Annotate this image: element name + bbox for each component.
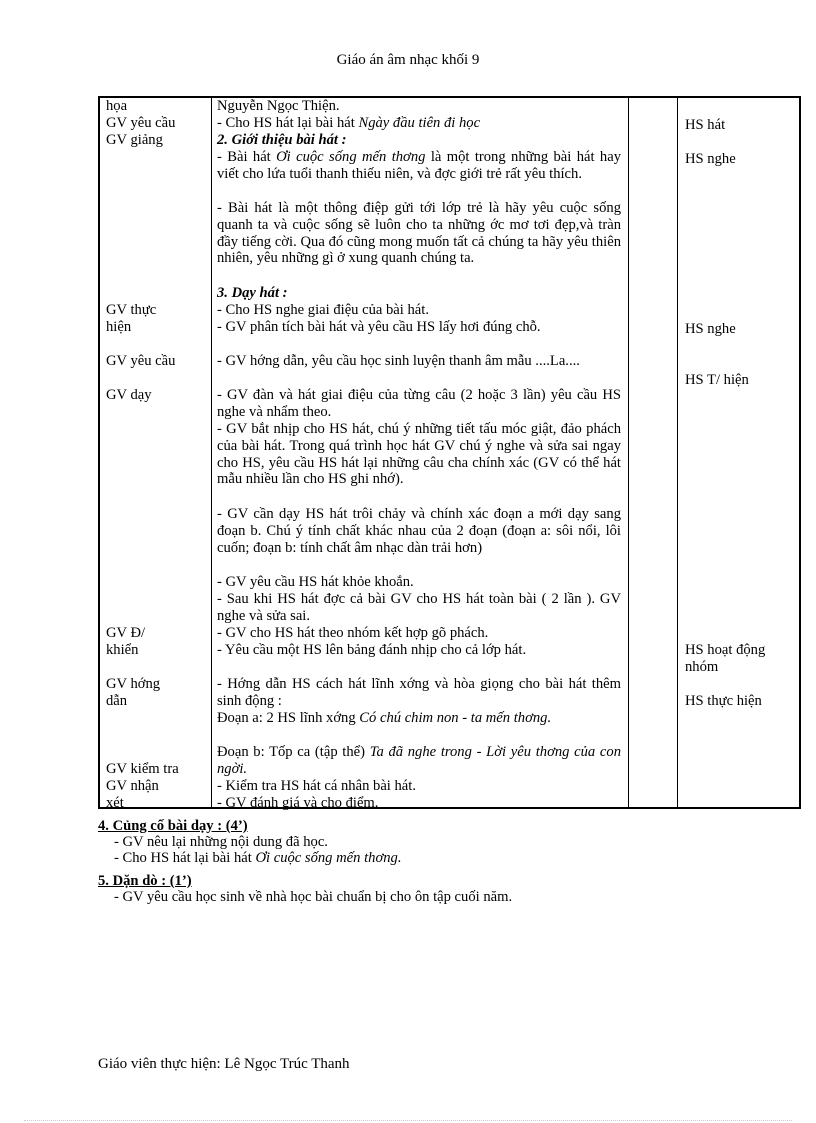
teacher-activity: GV giảng bbox=[106, 132, 163, 148]
song-lyric: Có chú chim non - ta mến thơng. bbox=[359, 710, 552, 726]
content-paragraph: - Kiểm tra HS hát cá nhân bài hát. bbox=[217, 778, 416, 794]
section-4-line: - GV nêu lại những nội dung đã học. bbox=[114, 834, 328, 850]
content-text: - Cho HS hát lại bài hát bbox=[114, 850, 256, 866]
content-paragraph: - Yêu cầu một HS lên bảng đánh nhịp cho cả lớp hát. bbox=[217, 642, 527, 658]
teacher-activity: khiển bbox=[106, 642, 139, 658]
content-paragraph bbox=[217, 710, 621, 727]
song-lyric: Ta đã nghe trong - Lời yêu thơng của con ngời. bbox=[217, 744, 621, 777]
teacher-activity: GV yêu cầu bbox=[106, 353, 176, 369]
content-paragraph: - Sau khi HS hát đợc cả bài GV cho HS hát toàn bài ( 2 lần ). GV nghe và sửa sai. bbox=[217, 591, 621, 624]
content-paragraph: - Bài hát là một thông điệp gửi tới lớp trẻ là hãy yêu cuộc sống quanh ta và cuộc sống sẽ luôn cho ta những ớc mơ tơi đẹp,và tràn đầy tiếng cời. Qua đó cũng mong muốn tất cả chúng ta hãy yêu thiên nhiên, yêu những gì ở xung quanh chúng ta. bbox=[217, 200, 621, 267]
teacher-signature-line: Giáo viên thực hiện: Lê Ngọc Trúc Thanh bbox=[98, 1056, 350, 1072]
section-4-title: 4. Củng cố bài dạy : (4’) bbox=[98, 818, 248, 834]
teacher-activity: GV yêu cầu bbox=[106, 115, 176, 131]
column-divider bbox=[211, 98, 212, 807]
student-activity: HS T/ hiện bbox=[685, 372, 749, 388]
student-activity: HS thực hiện bbox=[685, 693, 762, 709]
teacher-activity: xét bbox=[106, 795, 124, 811]
student-activity: HS nghe bbox=[685, 151, 736, 167]
content-text: - Bài hát bbox=[217, 149, 277, 165]
teacher-activity: dẫn bbox=[106, 693, 128, 709]
content-text: - Cho HS hát lại bài hát bbox=[217, 115, 359, 131]
page-bottom-divider bbox=[24, 1120, 792, 1121]
content-paragraph: - GV hớng dẫn, yêu cầu học sinh luyện thanh âm mẫu ....La.... bbox=[217, 353, 580, 369]
section-5 bbox=[98, 873, 512, 905]
content-paragraph: - Cho HS nghe giai điệu của bài hát. bbox=[217, 302, 429, 318]
section-4-line bbox=[98, 850, 401, 866]
student-activity: HS hát bbox=[685, 117, 726, 133]
section-5-title: 5. Dặn dò : (1’) bbox=[98, 873, 192, 889]
content-text: Đoạn a: 2 HS lĩnh xớng bbox=[217, 710, 360, 726]
content-paragraph: - GV cho HS hát theo nhóm kết hợp gõ phách. bbox=[217, 625, 489, 641]
section-5-line: - GV yêu cầu học sinh về nhà học bài chuẩn bị cho ôn tập cuối năm. bbox=[114, 889, 513, 905]
lesson-table bbox=[98, 96, 801, 809]
student-activity: HS nghe bbox=[685, 321, 736, 337]
content-text: Đoạn b: Tốp ca (tập thể) bbox=[217, 744, 370, 760]
section-heading: 3. Dạy hát : bbox=[217, 285, 288, 301]
student-activity: HS hoạt động bbox=[685, 642, 766, 658]
column-divider bbox=[677, 98, 678, 807]
section-4 bbox=[98, 818, 401, 866]
teacher-activity: GV hớng bbox=[106, 676, 161, 692]
page-title: Giáo án âm nhạc khối 9 bbox=[336, 52, 480, 68]
content-paragraph: - GV bắt nhịp cho HS hát, chú ý những tiết tấu móc giật, đảo phách của bài hát. Trong quá trình học hát GV chú ý nghe và sửa sai ngay cho HS, yêu cầu HS hát lại những câu cha chính xác (GV có thể hát mẫu nhiều lần cho HS ghi nhớ). bbox=[217, 421, 621, 488]
teacher-activity: GV Đ/ bbox=[106, 625, 146, 641]
content-paragraph: - GV cần dạy HS hát trôi chảy và chính xác đoạn a mới dạy sang đoạn b. Chú ý tính chất khác nhau của 2 đoạn (đoạn a: sôi nổi, lôi cuốn; đoạn b: tính chất âm nhạc dàn trải hơn) bbox=[217, 506, 621, 556]
section-heading: 2. Giới thiệu bài hát : bbox=[217, 132, 347, 148]
content-paragraph bbox=[217, 149, 621, 183]
teacher-activity: GV kiểm tra bbox=[106, 761, 179, 777]
content-text: là một trong những bài hát hay viết cho lứa tuổi thanh thiếu niên, và đợc giới trẻ rất yêu thích. bbox=[217, 149, 622, 182]
song-title: Ơi cuộc sống mến thơng. bbox=[255, 850, 402, 866]
content-paragraph: - GV đàn và hát giai điệu của từng câu (2 hoặc 3 lần) yêu cầu HS nghe và nhẩm theo. bbox=[217, 387, 621, 420]
teacher-activity: GV dạy bbox=[106, 387, 152, 403]
teacher-activity: họa bbox=[106, 98, 128, 114]
column-divider bbox=[628, 98, 629, 807]
content-paragraph: - GV yêu cầu HS hát khỏe khoắn. bbox=[217, 574, 414, 590]
content-line bbox=[217, 115, 480, 132]
content-paragraph: - Hớng dẫn HS cách hát lĩnh xớng và hòa giọng cho bài hát thêm sinh động : bbox=[217, 676, 621, 709]
song-title: Ngày đầu tiên đi học bbox=[358, 115, 481, 131]
content-paragraph: - GV phân tích bài hát và yêu cầu HS lấy hơi đúng chỗ. bbox=[217, 319, 541, 335]
content-paragraph: - GV đánh giá và cho điểm. bbox=[217, 795, 379, 811]
student-activity: nhóm bbox=[685, 659, 719, 675]
teacher-activity: GV thực bbox=[106, 302, 157, 318]
song-title: Ơi cuộc sống mến thơng bbox=[276, 149, 426, 165]
teacher-activity: GV nhận bbox=[106, 778, 159, 794]
content-paragraph bbox=[217, 744, 621, 778]
teacher-activity: hiện bbox=[106, 319, 132, 335]
content-line: Nguyễn Ngọc Thiện. bbox=[217, 98, 340, 114]
